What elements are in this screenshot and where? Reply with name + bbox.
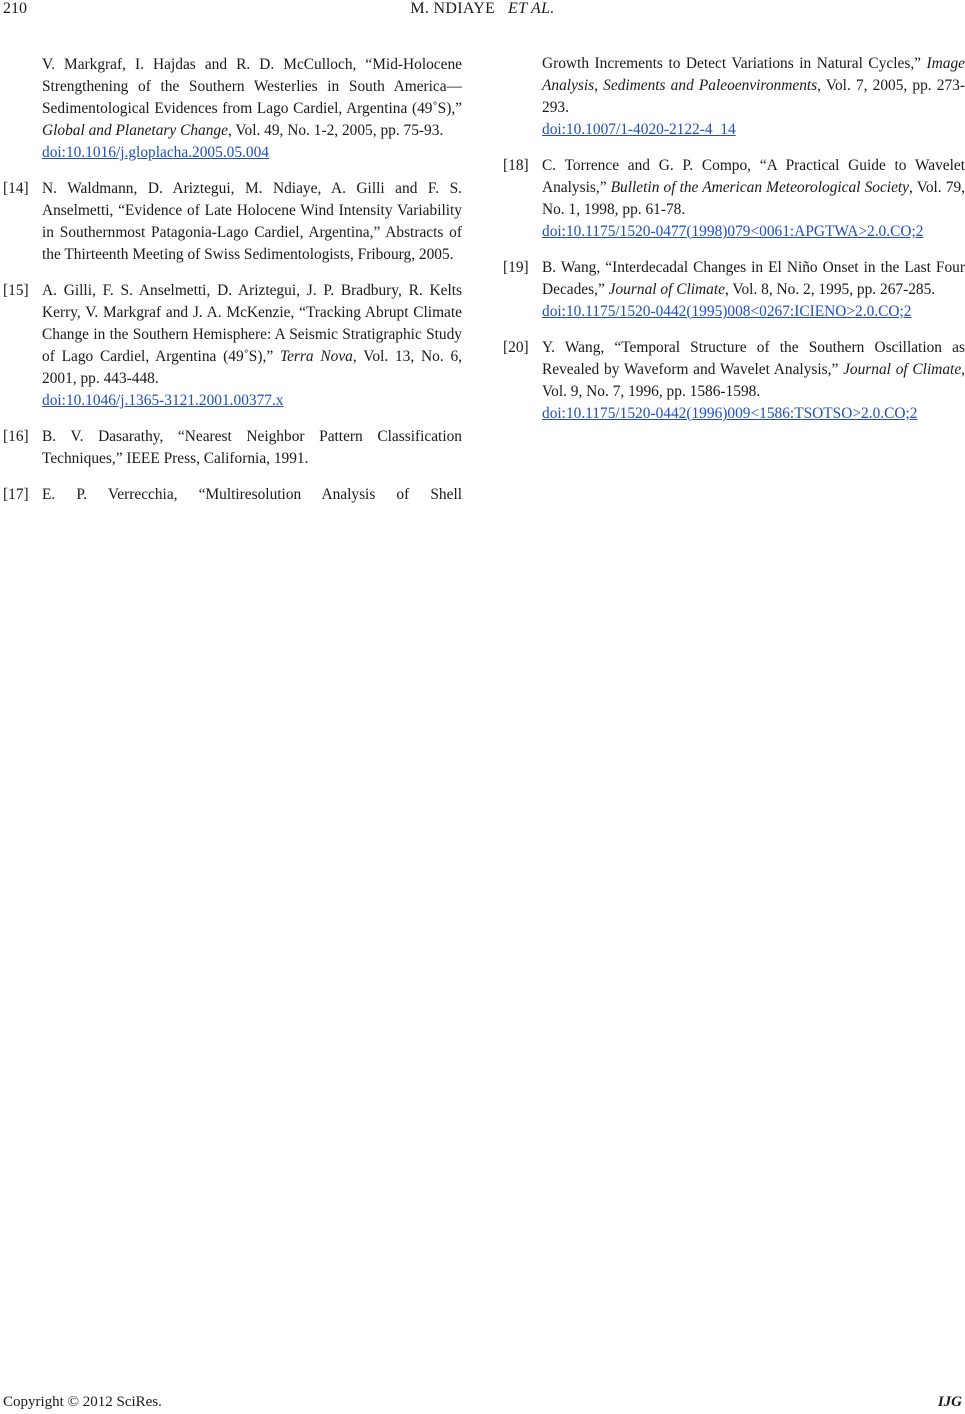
doi-link[interactable]: doi:10.1175/1520-0442(1996)009<1586:TSOTSO>2.0.CO;2: [542, 405, 918, 422]
page-number: 210: [3, 0, 27, 17]
running-head-authors: M. NDIAYE: [410, 0, 496, 17]
reference-18: [18] C. Torrence and G. P. Compo, “A Practical Guide to Wavelet Analysis,” Bulletin of the American Meteorological Society, Vol. 79, No. 1, 1998, pp. 61-78. doi:10.1175/1520-0477(1998)079<0061:APGTWA>2.0.CO;2: [503, 157, 965, 240]
reference-number: [15]: [3, 282, 29, 299]
reference-16: [16] B. V. Dasarathy, “Nearest Neighbor Pattern Classification Techniques,” IEEE Press, California, 1991.: [3, 428, 462, 467]
reference-number: [16]: [3, 428, 29, 445]
reference-15: [15] A. Gilli, F. S. Anselmetti, D. Ariztegui, J. P. Bradbury, R. Kelts Kerry, V. Markgraf and J. A. McKenzie, “Tracking Abrupt Climate Change in the Southern Hemisphere: A Seismic Stratigraphic Study of Lago Cardiel, Argentina (49˚S),” Terra Nova, Vol. 13, No. 6, 2001, pp. 443-448. doi:10.1046/j.1365-3121.2001.00377.x: [3, 282, 462, 409]
running-head-et-al: ET AL.: [508, 0, 555, 17]
copyright-notice: Copyright © 2012 SciRes.: [3, 1394, 162, 1410]
doi-link[interactable]: doi:10.1175/1520-0442(1995)008<0267:ICIENO>2.0.CO;2: [542, 303, 912, 320]
left-column: [3, 54, 462, 520]
reference-17-continued: Growth Increments to Detect Variations in Natural Cycles,” Image Analysis, Sediments and Paleoenvironments, Vol. 7, 2005, pp. 273-293. doi:10.1007/1-4020-2122-4_14: [542, 55, 965, 138]
doi-link[interactable]: doi:10.1016/j.gloplacha.2005.05.004: [42, 144, 269, 161]
doi-link[interactable]: doi:10.1007/1-4020-2122-4_14: [542, 121, 736, 138]
reference-14: [14] N. Waldmann, D. Ariztegui, M. Ndiaye, A. Gilli and F. S. Anselmetti, “Evidence of Late Holocene Wind Intensity Variability in Southernmost Patagonia-Lago Cardiel, Argentina,” Abstracts of the Thirteenth Meeting of Swiss Sedimentologists, Fribourg, 2005.: [3, 180, 462, 263]
reference-number: [18]: [503, 157, 529, 174]
reference-19: [19] B. Wang, “Interdecadal Changes in El Niño Onset in the Last Four Decades,” Journal of Climate, Vol. 8, No. 2, 1995, pp. 267-285. doi:10.1175/1520-0442(1995)008<0267:ICIENO>2.0.CO;2: [503, 259, 965, 320]
reference-17: [17] E. P. Verrecchia, “Multiresolution Analysis of Shell: [3, 484, 462, 506]
reference-13-continued: V. Markgraf, I. Hajdas and R. D. McCulloch, “Mid-Holocene Strengthening of the Southern Westerlies in South America—Sedimentological Evidences from Lago Cardiel, Argentina (49˚S),” Global and Planetary Change, Vol. 49, No. 1-2, 2005, pp. 75-93. doi:10.1016/j.gloplacha.2005.05.004: [42, 56, 462, 161]
page-header: [0, 0, 965, 24]
reference-number: [14]: [3, 180, 29, 197]
reference-number: [17]: [3, 486, 29, 503]
doi-link[interactable]: doi:10.1175/1520-0477(1998)079<0061:APGTWA>2.0.CO;2: [542, 223, 924, 240]
reference-number: [20]: [503, 339, 529, 356]
running-head: [0, 0, 965, 18]
right-column: [503, 53, 965, 439]
journal-abbreviation: IJG: [937, 1394, 962, 1410]
doi-link[interactable]: doi:10.1046/j.1365-3121.2001.00377.x: [42, 392, 284, 409]
reference-20: [20] Y. Wang, “Temporal Structure of the Southern Oscillation as Revealed by Waveform and Wavelet Analysis,” Journal of Climate, Vol. 9, No. 7, 1996, pp. 1586-1598. doi:10.1175/1520-0442(1996)009<1586:TSOTSO>2.0.CO;2: [503, 339, 965, 422]
reference-number: [19]: [503, 259, 529, 276]
